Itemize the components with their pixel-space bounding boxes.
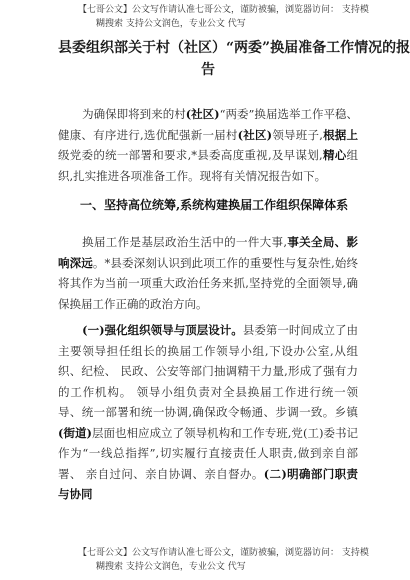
- intro-bold-i: 精心: [322, 148, 347, 162]
- intro-text-c: “两委”换届选举工作平稳、健康、有序进行,选优配强新一届村: [58, 107, 358, 142]
- intro-bold-f: 根据上: [322, 127, 359, 142]
- section-1-heading: 一、坚持高位统筹,系统构建换届工作组织保障体系: [80, 198, 349, 212]
- section-1-text-c: 。*县委深刻认识到此项工作的重要性与复杂性,始终将其作为当前一项重大政治任务来抓,坚持党的全面领导,确保换届工作正确的政治方向。: [58, 255, 358, 311]
- banner-line-2: 糊搜索 支持公文润色，专业公文 代写: [96, 19, 246, 29]
- intro-text-e: 领导班子,: [272, 127, 323, 142]
- bottom-banner-line-1: 【七哥公文】公文写作请认准七哥公文，谨防被骗，浏览器访问： 支持模: [78, 548, 369, 558]
- intro-text-j: 组织: [58, 148, 359, 183]
- top-banner: [78, 3, 378, 31]
- intro-text-a: 为确保即将到来的村: [82, 107, 186, 121]
- intro-bold-b: (社区): [185, 107, 220, 121]
- section-1-paragraph: [58, 232, 358, 314]
- subsection-1-text-d: (工): [302, 425, 324, 440]
- subsection-1-heading: (一)强化组织领导与顶层设计。: [82, 323, 243, 337]
- subsection-1-text-e: 委书记作为“一线总指挥”,切实履行直接责任人职责,做到亲自部署、 亲自过问、亲自协调、亲自督办。: [58, 425, 359, 481]
- bottom-banner: [78, 546, 378, 574]
- intro-text-k: ,扎实推进各项准备工作。现将有关情况报告如下。: [69, 168, 327, 183]
- intro-text-h: ,*县委高度重视,及早谋划,: [187, 148, 323, 162]
- intro-text-g: 级党委的统一部署和要求: [58, 148, 188, 162]
- subsection-1-bold-b: (街道): [58, 425, 92, 440]
- bottom-banner-line-2: 糊搜索 支持公文润色，专业公文 代写: [96, 562, 246, 572]
- section-1-text-a: 换届工作是基层政治生活中的一件大事,: [82, 235, 287, 249]
- subsection-1-text-c: 层面也相应成立了领导机构和工作专班,党: [91, 425, 303, 440]
- title-line-1: 县委组织部关于村（社区）“两委”换届准备工作情况的报: [58, 40, 410, 56]
- banner-line-1: 【七哥公文】公文写作请认准七哥公文，谨防被骗，浏览器访问： 支持模: [78, 5, 369, 15]
- subsection-2-heading: (二)明确部门职责与协同: [58, 466, 358, 501]
- subsection-1-text-a: 县委第一时间成立了由主要领导担任组长的换届工作领导小组,下设办公室,从组织、纪检、 民政、公安等部门抽调精干力量,形成了强有力的工作机构。 领导小组负责对全县换届工作进行统一领导、统一部署和统一协调,确保政令畅通、步调一致。乡镇: [58, 323, 359, 419]
- intro-paragraph: [58, 104, 358, 186]
- intro-bold-d: (社区): [237, 127, 273, 142]
- subsection-1-paragraph: [58, 320, 358, 505]
- document-title: [58, 37, 410, 81]
- section-1-bold-b: 事关全局、影响深远: [58, 235, 359, 270]
- title-line-2: 告: [201, 62, 215, 78]
